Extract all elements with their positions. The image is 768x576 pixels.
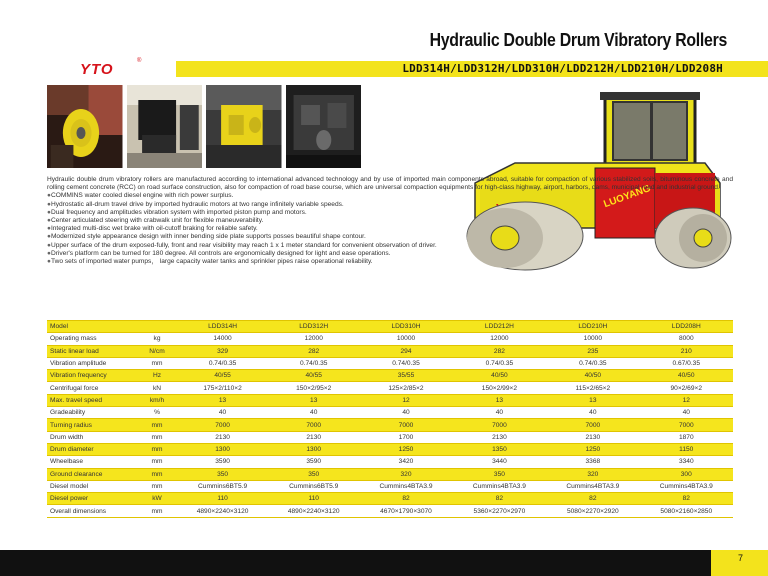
spec-label: Operating mass [47,333,137,345]
spec-value: 1350 [453,443,546,455]
registered-mark: ® [137,58,142,64]
spec-value: 0.74/0.35 [177,357,268,369]
spec-value: LDD212H [453,321,546,333]
spec-value: 5360×2270×2970 [453,505,546,517]
bullet-icon: ● [47,225,51,233]
spec-label: Diesel model [47,480,137,492]
spec-value: 1700 [359,431,452,443]
spec-value: Cummins6BT5.9 [177,480,268,492]
spec-value: 294 [359,345,452,357]
spec-label: Max. travel speed [47,394,137,406]
bullet-icon: ● [47,233,51,241]
spec-value: Cummins4BTA3.9 [453,480,546,492]
spec-value: 150×2/99×2 [453,382,546,394]
spec-value: 40 [640,407,733,419]
spec-row [47,382,733,394]
spec-label: Diesel power [47,493,137,505]
spec-value: 320 [546,468,639,480]
model-list-text: LDD314H/LDD312H/LDD310H/LDD212H/LDD210H/LDD208H [402,62,723,75]
photo-piston-pump [206,85,282,168]
bullet-icon: ● [47,208,51,216]
spec-value: 110 [268,493,359,505]
spec-row [47,333,733,345]
spec-value: 13 [177,394,268,406]
feature-item: ●Hydrostatic all-drum travel drive by imported hydraulic motors at two range infinitely variable speeds. [47,200,344,208]
spec-value: Cummins4BTA3.9 [546,480,639,492]
spec-value: 13 [453,394,546,406]
feature-item: ●Driver's platform can be turned for 180 degree. All controls are ergonomically designed for light and ease operations. [47,249,391,257]
spec-value: Cummins4BTA3.9 [640,480,733,492]
spec-value: 40 [177,407,268,419]
spec-value: 40 [268,407,359,419]
spec-value: 7000 [359,419,452,431]
spec-value: 3340 [640,456,733,468]
spec-value: 12 [359,394,452,406]
spec-value: 40 [546,407,639,419]
spec-row [47,419,733,431]
spec-value: 350 [453,468,546,480]
spec-value: 82 [546,493,639,505]
bullet-icon: ● [47,241,51,249]
spec-value: 150×2/95×2 [268,382,359,394]
spec-value: 282 [268,345,359,357]
spec-value: 175×2/110×2 [177,382,268,394]
spec-value: 14000 [177,333,268,345]
spec-value: 320 [359,468,452,480]
spec-value: 0.74/0.35 [268,357,359,369]
spec-value: 2130 [453,431,546,443]
bullet-icon: ● [47,200,51,208]
spec-unit: mm [137,419,177,431]
spec-value: 40 [359,407,452,419]
spec-value: LDD208H [640,321,733,333]
spec-value: 0.67/0.35 [640,357,733,369]
spec-value: 300 [640,468,733,480]
spec-value: 82 [640,493,733,505]
spec-value: 40/55 [177,370,268,382]
spec-row [47,443,733,455]
spec-row [47,468,733,480]
spec-value: 82 [359,493,452,505]
spec-label: Drum diameter [47,443,137,455]
spec-value: 2130 [546,431,639,443]
spec-value: 7000 [268,419,359,431]
spec-value: 350 [268,468,359,480]
bullet-icon: ● [47,249,51,257]
component-photos [47,85,361,168]
spec-row [47,407,733,419]
spec-row [47,370,733,382]
spec-value: LDD312H [268,321,359,333]
spec-value: 40/50 [546,370,639,382]
spec-value: 2130 [268,431,359,443]
feature-item: ●Two sets of imported water pumps， large capacity water tanks and sprinkler pipes raise operational reliability. [47,258,373,266]
spec-value: 7000 [640,419,733,431]
spec-row [47,493,733,505]
spec-value: 3590 [268,456,359,468]
spec-unit: kg [137,333,177,345]
spec-unit: mm [137,357,177,369]
spec-label: Ground clearance [47,468,137,480]
spec-value: 1300 [268,443,359,455]
spec-value: 3440 [453,456,546,468]
spec-label: Vibration frequency [47,370,137,382]
spec-value: 10000 [359,333,452,345]
spec-unit: kN [137,382,177,394]
spec-label: Turning radius [47,419,137,431]
spec-unit [137,321,177,333]
spec-label: Static linear load [47,345,137,357]
photo-hydraulic-motor [47,85,123,168]
spec-value: 1870 [640,431,733,443]
spec-value: 0.74/0.35 [546,357,639,369]
spec-value: 2130 [177,431,268,443]
feature-item: ●Upper surface of the drum exposed-fully, front and rear visibility may reach 1 x 1 meter standard for convenient observation of driver. [47,241,437,249]
spec-value: 4670×1790×3070 [359,505,452,517]
spec-value: 12000 [453,333,546,345]
spec-unit: km/h [137,394,177,406]
page-title: Hydraulic Double Drum Vibratory Rollers [429,30,727,50]
spec-value: 329 [177,345,268,357]
spec-value: 1150 [640,443,733,455]
spec-value: LDD314H [177,321,268,333]
spec-unit: mm [137,480,177,492]
spec-unit: mm [137,505,177,517]
spec-row [47,321,733,333]
spec-value: Cummins4BTA3.9 [359,480,452,492]
spec-value: 1250 [546,443,639,455]
model-list-bar [176,61,768,77]
feature-list [47,192,733,266]
bullet-icon: ● [47,192,51,200]
brand-logo-text: YTO [80,61,114,78]
spec-unit: mm [137,456,177,468]
spec-value: 235 [546,345,639,357]
spec-value: 0.74/0.35 [359,357,452,369]
spec-row [47,431,733,443]
feature-item: ●Modernized style appearance design with inner bending side plate supports posses beautiful shape contour. [47,233,366,241]
spec-unit: Hz [137,370,177,382]
feature-item: ●Integrated multi-disc wet brake with oil-cutoff braking for reliable safety. [47,225,258,233]
spec-value: 110 [177,493,268,505]
spec-value: 7000 [453,419,546,431]
spec-unit: % [137,407,177,419]
spec-value: 350 [177,468,268,480]
spec-value: 40/50 [640,370,733,382]
spec-value: 210 [640,345,733,357]
spec-unit: mm [137,431,177,443]
spec-label: Drum width [47,431,137,443]
feature-item: ●Center articulated steering with crabwalk unit for flexible maneuverability. [47,217,264,225]
spec-label: Vibration amplitude [47,357,137,369]
spec-value: 3420 [359,456,452,468]
spec-value: 10000 [546,333,639,345]
spec-value: 5080×2160×2850 [640,505,733,517]
spec-row [47,394,733,406]
spec-label: Model [47,321,137,333]
spec-unit: mm [137,443,177,455]
spec-value: 125×2/85×2 [359,382,452,394]
intro-paragraph: Hydraulic double drum vibratory rollers are manufactured according to international advanced technology and by use of imported main components abroad, suitable for compaction of various stabilized soils, bituminous concrete and rolling cement concrete (RCC) on road surface construction, also for compaction of road base course, which are universal compaction equipments for high-class highway, airport, harbors, dams, municipal road and industrial ground. [47,176,733,192]
description-block [47,176,733,266]
spec-row [47,480,733,492]
spec-row [47,357,733,369]
photo-engine [286,85,362,168]
spec-value: 35/55 [359,370,452,382]
spec-unit: mm [137,468,177,480]
photo-operator-seat [127,85,203,168]
spec-value: 13 [268,394,359,406]
spec-value: 1250 [359,443,452,455]
spec-row [47,505,733,517]
bullet-icon: ● [47,258,51,266]
spec-value: 82 [453,493,546,505]
spec-value: 282 [453,345,546,357]
spec-value: 12000 [268,333,359,345]
footer-bar [0,550,768,576]
spec-unit: N/cm [137,345,177,357]
spec-label: Wheelbase [47,456,137,468]
spec-value: 4890×2240×3120 [177,505,268,517]
spec-table-body [47,321,733,518]
spec-value: Cummins6BT5.9 [268,480,359,492]
spec-value: 40/50 [453,370,546,382]
spec-value: 1300 [177,443,268,455]
spec-value: 3590 [177,456,268,468]
spec-value: 115×2/65×2 [546,382,639,394]
feature-item: ●Dual frequency and amplitudes vibration system with imported piston pump and motors. [47,208,307,216]
spec-value: LDD310H [359,321,452,333]
spec-unit: kW [137,493,177,505]
feature-item: ●COMMINS water cooled diesel engine with rich power surplus. [47,192,234,200]
spec-label: Centrifugal force [47,382,137,394]
spec-value: 12 [640,394,733,406]
spec-label: Gradeability [47,407,137,419]
spec-value: 8000 [640,333,733,345]
spec-table [47,320,733,518]
page-number: 7 [737,553,743,563]
spec-value: 5080×2270×2920 [546,505,639,517]
spec-value: 3368 [546,456,639,468]
spec-value: 0.74/0.35 [453,357,546,369]
spec-row [47,456,733,468]
spec-value: 90×2/69×2 [640,382,733,394]
spec-value: 7000 [177,419,268,431]
bullet-icon: ● [47,217,51,225]
spec-label: Overall dimensions [47,505,137,517]
spec-value: 40/55 [268,370,359,382]
spec-value: 40 [453,407,546,419]
machine-badge: LUOYANG [602,183,653,211]
spec-value: LDD210H [546,321,639,333]
spec-value: 4890×2240×3120 [268,505,359,517]
spec-row [47,345,733,357]
spec-value: 7000 [546,419,639,431]
spec-value: 13 [546,394,639,406]
